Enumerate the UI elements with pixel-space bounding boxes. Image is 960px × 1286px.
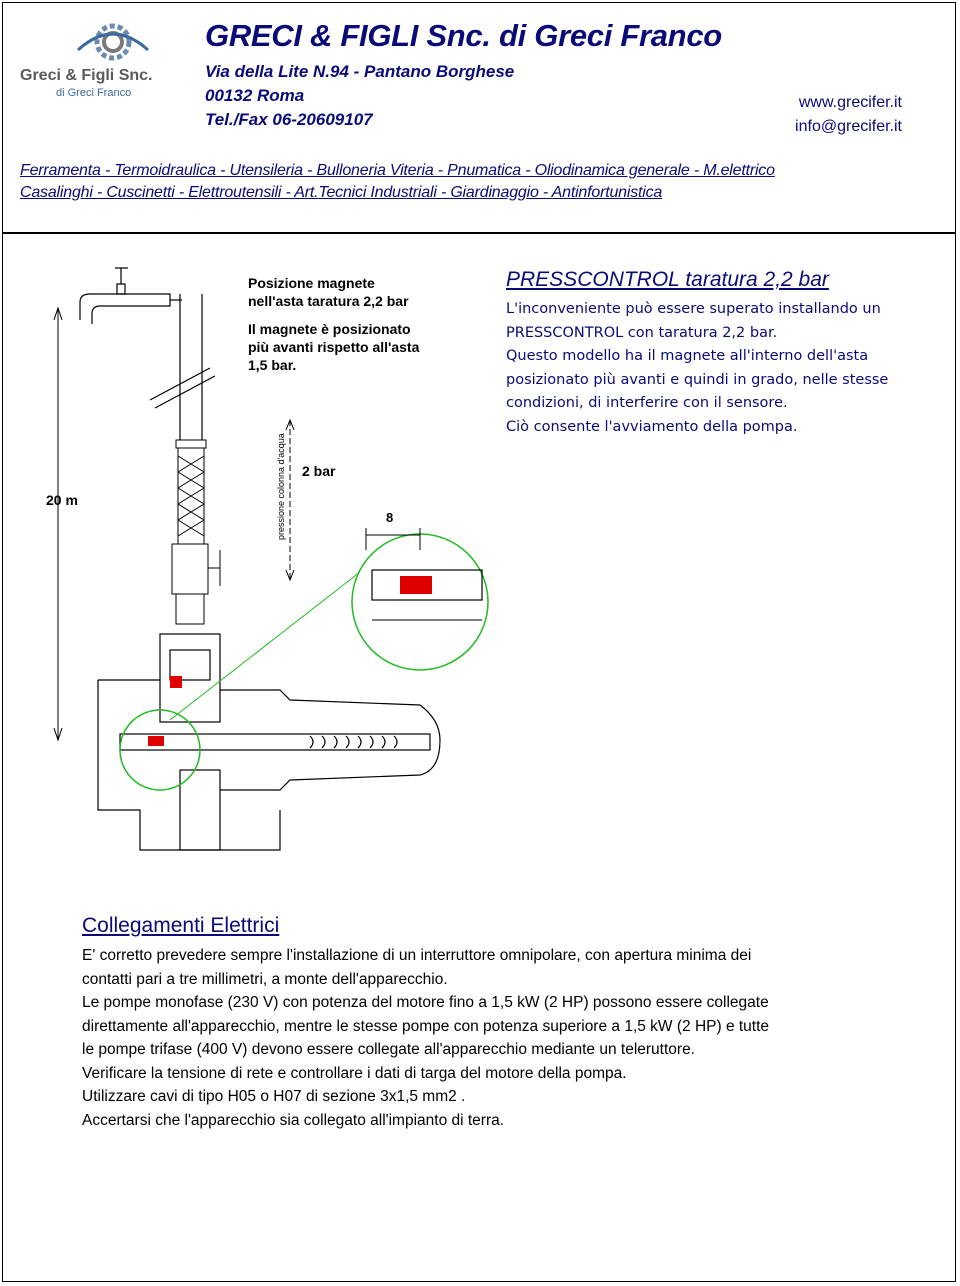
label-dimension: 8 [386,510,394,525]
presscontrol-title: PRESSCONTROL taratura 2,2 bar [506,268,829,291]
label-magnet-2: più avanti rispetto all'asta [248,339,420,355]
pipe [150,294,215,440]
logo-name: Greci & Figli Snc. [20,67,153,84]
electrical-line: E' corretto prevedere sempre l'installazione di un interruttore omnipolare, con apertura minima dei [82,947,752,964]
presscontrol-line: posizionato più avanti e quindi in grado, nelle stesse [506,371,889,388]
label-position-2: nell'asta taratura 2,2 bar [248,293,409,309]
technical-drawing [20,250,500,870]
presscontrol-text [506,298,936,439]
email-link[interactable]: info@grecifer.it [795,118,902,135]
presscontrol-line: L'inconveniente può essere superato installando un [506,301,881,317]
company-name: GRECI & FIGLI Snc. di Greci Franco [205,18,722,53]
electrical-line: Accertarsi che l'apparecchio sia collegato all'impianto di terra. [82,1111,505,1129]
presscontrol-line: condizioni, di interferire con il sensore. [506,395,788,411]
presscontrol-line: Ciò consente l'avviamento della pompa. [506,418,798,435]
electrical-line: Verificare la tensione di rete e controllare i dati di targa del motore della pompa. [82,1064,627,1082]
phone: Tel./Fax 06-20609107 [205,110,373,129]
electrical-line: Le pompe monofase (230 V) con potenza del motore fino a 1,5 kW (2 HP) possono essere collegate [82,994,769,1011]
address: Via della Lite N.94 - Pantano Borghese [205,62,515,81]
label-position-1: Posizione magnete [248,275,375,291]
magnet-marker [148,736,164,746]
city: 00132 Roma [205,86,305,105]
label-pressure: 2 bar [302,463,336,479]
presscontrol-line: PRESSCONTROL con taratura 2,2 bar. [506,324,778,341]
electrical-line: le pompe trifase (400 V) devono essere collegate all'apparecchio mediante un teleruttore. [82,1041,695,1058]
electrical-title: Collegamenti Elettrici [82,914,280,937]
electrical-line: Utilizzare cavi di tipo H05 o H07 di sezione 3x1,5 mm2 . [82,1088,466,1105]
electrical-line: direttamente all'apparecchio, mentre le stesse pompe con potenza superiore a 1,5 kW (2 HP) e tutte [82,1017,770,1035]
tap-icon [80,268,182,324]
braided-hose [172,440,220,624]
label-magnet-3: 1,5 bar. [248,357,297,373]
categories-line-1: Ferramenta - Termoidraulica - Utensileria - Bulloneria Viteria - Pnumatica - Oliodinamica generale - M.elettrico [20,162,775,179]
electrical-line: contatti pari a tre millimetri, a monte dell'apparecchio. [82,970,448,988]
magnet-marker [170,676,182,688]
company-logo [18,20,188,102]
gear-icon [78,26,148,58]
header-divider [2,232,956,234]
presscontrol-line: Questo modello ha il magnete all'interno dell'asta [506,348,869,364]
label-water-column: pressione colonna d'acqua [276,433,286,540]
label-height: 20 m [46,492,78,508]
detail-zoom [120,528,488,790]
electrical-text [82,944,942,1132]
website-link[interactable]: www.grecifer.it [798,94,902,111]
label-magnet-1: Il magnete è posizionato [248,321,411,337]
categories-line-2: Casalinghi - Cuscinetti - Elettroutensili - Art.Tecnici Industriali - Giardinaggio - Antinfortunistica [20,184,663,201]
logo-subtitle: di Greci Franco [56,87,132,99]
